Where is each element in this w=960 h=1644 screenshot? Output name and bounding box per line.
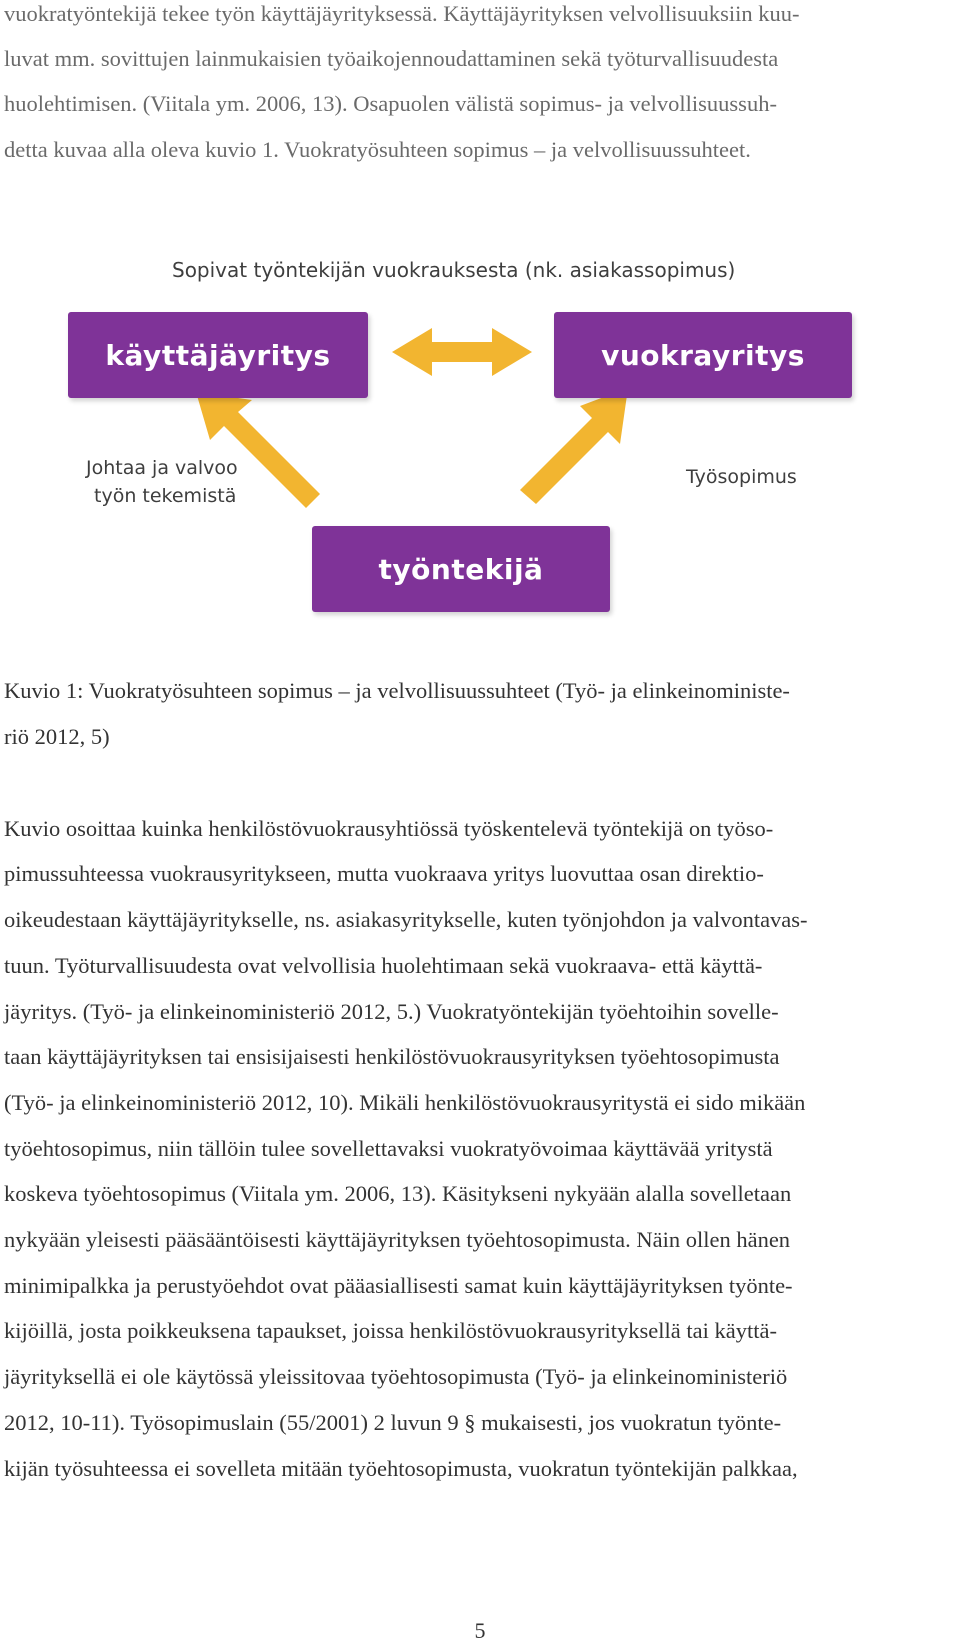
intro-line: vuokratyöntekijä tekee työn käyttäjäyrityksessä. Käyttäjäyrityksen velvollisuuksiin kuu- — [4, 1, 800, 26]
intro-line: detta kuvaa alla oleva kuvio 1. Vuokratyösuhteen sopimus – ja velvollisuussuhteet. — [4, 137, 751, 162]
body-line: pimussuhteessa vuokrausyritykseen, mutta vuokraava yritys luovuttaa osan direktio- — [4, 861, 764, 886]
body-line: kijän työsuhteessa ei sovelleta mitään työehtosopimusta, vuokratun työntekijän palkkaa, — [4, 1456, 798, 1481]
body-line: jäyritys. (Työ- ja elinkeinoministeriö 2012, 5.) Vuokratyöntekijän työehtoihin sovelle- — [4, 999, 779, 1024]
body-line: 2012, 10-11). Työsopimuslain (55/2001) 2 luvun 9 § mukaisesti, jos vuokratun työnte- — [4, 1410, 782, 1435]
employee-label: työntekijä — [378, 552, 544, 586]
user-company-box — [68, 312, 368, 398]
caption-line: riö 2012, 5) — [4, 724, 110, 749]
body-line: nykyään yleisesti pääsääntöisesti käyttäjäyrityksen työehtosopimusta. Näin ollen hänen — [4, 1227, 791, 1252]
double-arrow-horizontal — [392, 328, 532, 376]
employment-contract-label: Työsopimus — [686, 466, 797, 488]
caption-line: Kuvio 1: Vuokratyösuhteen sopimus – ja velvollisuussuhteet (Työ- ja elinkeinoministe- — [4, 678, 790, 703]
supervise-label: työn tekemistä — [94, 485, 237, 507]
supervise-label: Johtaa ja valvoo — [86, 457, 238, 479]
body-line: (Työ- ja elinkeinoministeriö 2012, 10). Mikäli henkilöstövuokrausyritystä ei sido mikään — [4, 1090, 806, 1115]
body-line: koskeva työehtosopimus (Viitala ym. 2006, 13). Käsitykseni nykyään alalla sovelletaan — [4, 1181, 792, 1206]
staffing-company-box — [554, 312, 852, 398]
agreement-label: Sopivat työntekijän vuokrauksesta (nk. asiakassopimus) — [172, 258, 736, 282]
staffing-company-label: vuokrayritys — [601, 338, 805, 372]
arrow-right-diagonal — [520, 388, 628, 504]
intro-line: luvat mm. sovittujen lainmukaisien työaikojennoudattaminen sekä työturvallisuudesta — [4, 46, 779, 71]
user-company-label: käyttäjäyritys — [105, 338, 331, 372]
body-line: jäyrityksellä ei ole käytössä yleissitovaa työehtosopimusta (Työ- ja elinkeinoministeriö — [4, 1364, 788, 1389]
body-line: Kuvio osoittaa kuinka henkilöstövuokrausyhtiössä työskentelevä työntekijä on työso- — [4, 816, 774, 841]
intro-line: huolehtimisen. (Viitala ym. 2006, 13). Osapuolen välistä sopimus- ja velvollisuussuh- — [4, 91, 777, 116]
body-line: minimipalkka ja perustyöehdot ovat pääasiallisesti samat kuin käyttäjäyrityksen työnte- — [4, 1273, 793, 1298]
body-line: oikeudestaan käyttäjäyritykselle, ns. asiakasyritykselle, kuten työnjohdon ja valvontavas- — [4, 907, 808, 932]
body-line: taan käyttäjäyrityksen tai ensisijaisesti henkilöstövuokrausyrityksen työehtosopimusta — [4, 1044, 780, 1069]
body-line: kijöillä, josta poikkeuksena tapaukset, joissa henkilöstövuokrausyrityksellä tai käyttä- — [4, 1318, 777, 1343]
body-line: tuun. Työturvallisuudesta ovat velvollisia huolehtimaan sekä vuokraava- että käyttä- — [4, 953, 763, 978]
page-number: 5 — [474, 1618, 486, 1643]
employee-box — [312, 526, 610, 612]
body-line: työehtosopimus, niin tällöin tulee sovellettavaksi vuokratyövoimaa käyttävää yritystä — [4, 1136, 773, 1161]
